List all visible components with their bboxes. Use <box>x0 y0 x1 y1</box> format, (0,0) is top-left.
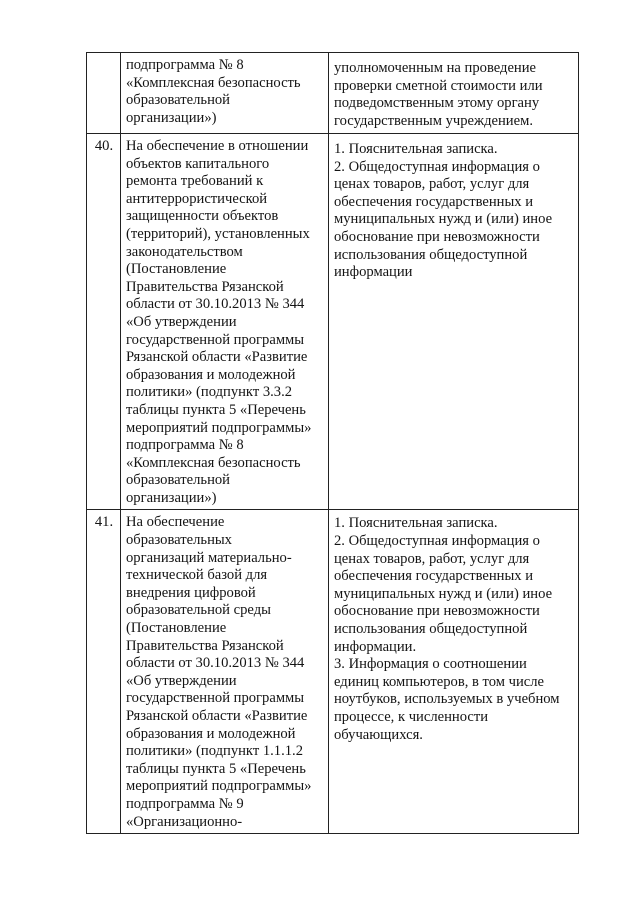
documents-line: использования общедоступной <box>334 621 528 638</box>
description-line: мероприятий подпрограммы» <box>126 778 312 795</box>
documents-line: использования общедоступной <box>334 246 528 263</box>
description-cell <box>121 53 329 134</box>
description-line: защищенности объектов <box>126 208 279 225</box>
description-line: ремонта требований к <box>126 173 264 190</box>
documents-line: 1. Пояснительная записка. <box>334 515 498 532</box>
row-number-cell <box>87 510 121 834</box>
description-line: организаций материально- <box>126 549 292 566</box>
description-line: (Постановление <box>126 261 227 278</box>
documents-line: обеспечения государственных и <box>334 568 534 585</box>
documents-line: ноутбуков, используемых в учебном <box>334 691 560 708</box>
description-cell <box>121 510 329 834</box>
row-number-cell <box>87 134 121 510</box>
description-line: образования и молодежной <box>126 366 296 383</box>
description-line: подпрограмма № 9 <box>126 795 244 812</box>
row-number: 41. <box>94 514 114 531</box>
table-row <box>87 510 579 834</box>
documents-line: государственным учреждением. <box>334 112 533 129</box>
description-line: «Об утверждении <box>126 672 237 689</box>
documents-cell <box>329 134 579 510</box>
description-line: мероприятий подпрограммы» <box>126 419 312 436</box>
description-line: Рязанской области «Развитие <box>126 708 308 724</box>
description-line: (Постановление <box>126 620 227 637</box>
documents-line: 1. Пояснительная записка. <box>334 141 498 157</box>
description-line: «Организационно- <box>126 813 243 830</box>
description-line: области от 30.10.2013 № 344 <box>126 296 305 313</box>
documents-line: проверки сметной стоимости или <box>334 77 543 94</box>
description-line: внедрения цифровой <box>126 584 256 601</box>
description-line: законодательством <box>126 243 243 260</box>
description-line: антитеррористической <box>126 190 268 207</box>
description-line: таблицы пункта 5 «Перечень <box>126 760 306 777</box>
description-line: образовательной <box>126 92 230 109</box>
description-line: образовательных <box>126 532 232 549</box>
description-line: «Комплексная безопасность <box>126 454 301 471</box>
documents-line: единиц компьютеров, в том числе <box>334 673 545 690</box>
documents-line: обеспечения государственных и <box>334 193 534 210</box>
description-line: организации») <box>126 109 217 126</box>
description-line: государственной программы <box>126 331 305 348</box>
description-line: На обеспечение в отношении <box>126 138 309 154</box>
description-line: образования и молодежной <box>126 725 296 742</box>
documents-line: 2. Общедоступная информация о <box>334 533 540 550</box>
documents-line: обоснование при невозможности <box>334 228 540 245</box>
documents-line: процессе, к численности <box>334 709 489 725</box>
row-number-cell <box>87 53 121 134</box>
description-cell <box>121 134 329 510</box>
row-number: 40. <box>94 138 114 154</box>
description-line: Рязанской области «Развитие <box>126 349 308 366</box>
description-line: образовательной среды <box>126 602 271 619</box>
description-line: На обеспечение <box>126 514 225 531</box>
documents-line: информации. <box>334 638 417 655</box>
documents-cell <box>329 53 579 134</box>
description-line: организации») <box>126 489 217 506</box>
documents-line: обучающихся. <box>334 726 423 743</box>
description-line: образовательной <box>126 472 230 489</box>
description-line: технической базой для <box>126 567 268 584</box>
description-line: (территорий), установленных <box>126 225 310 242</box>
table-row <box>87 134 579 510</box>
documents-line: 3. Информация о соотношении <box>334 656 527 673</box>
documents-line: муниципальных нужд и (или) иное <box>334 211 553 228</box>
documents-line: ценах товаров, работ, услуг для <box>334 176 530 193</box>
description-line: Правительства Рязанской <box>126 637 284 654</box>
description-line: государственной программы <box>126 690 305 707</box>
description-line: таблицы пункта 5 «Перечень <box>126 401 306 418</box>
documents-line: уполномоченным на проведение <box>334 60 537 76</box>
description-line: «Комплексная безопасность <box>126 74 301 91</box>
description-line: объектов капитального <box>126 155 270 172</box>
table-row <box>87 53 579 134</box>
description-line: политики» (подпункт 1.1.1.2 <box>126 743 303 760</box>
documents-line: ценах товаров, работ, услуг для <box>334 550 530 567</box>
documents-line: муниципальных нужд и (или) иное <box>334 585 553 602</box>
requirements-table <box>86 52 579 834</box>
description-line: «Об утверждении <box>126 313 237 330</box>
documents-line: обоснование при невозможности <box>334 603 540 620</box>
description-line: политики» (подпункт 3.3.2 <box>126 384 293 401</box>
description-line: подпрограмма № 8 <box>126 57 244 73</box>
description-line: области от 30.10.2013 № 344 <box>126 655 305 672</box>
documents-cell <box>329 510 579 834</box>
description-line: Правительства Рязанской <box>126 278 284 295</box>
documents-line: 2. Общедоступная информация о <box>334 158 540 175</box>
documents-line: информации <box>334 264 413 281</box>
description-line: подпрограмма № 8 <box>126 437 244 454</box>
documents-line: подведомственным этому органу <box>334 95 540 112</box>
